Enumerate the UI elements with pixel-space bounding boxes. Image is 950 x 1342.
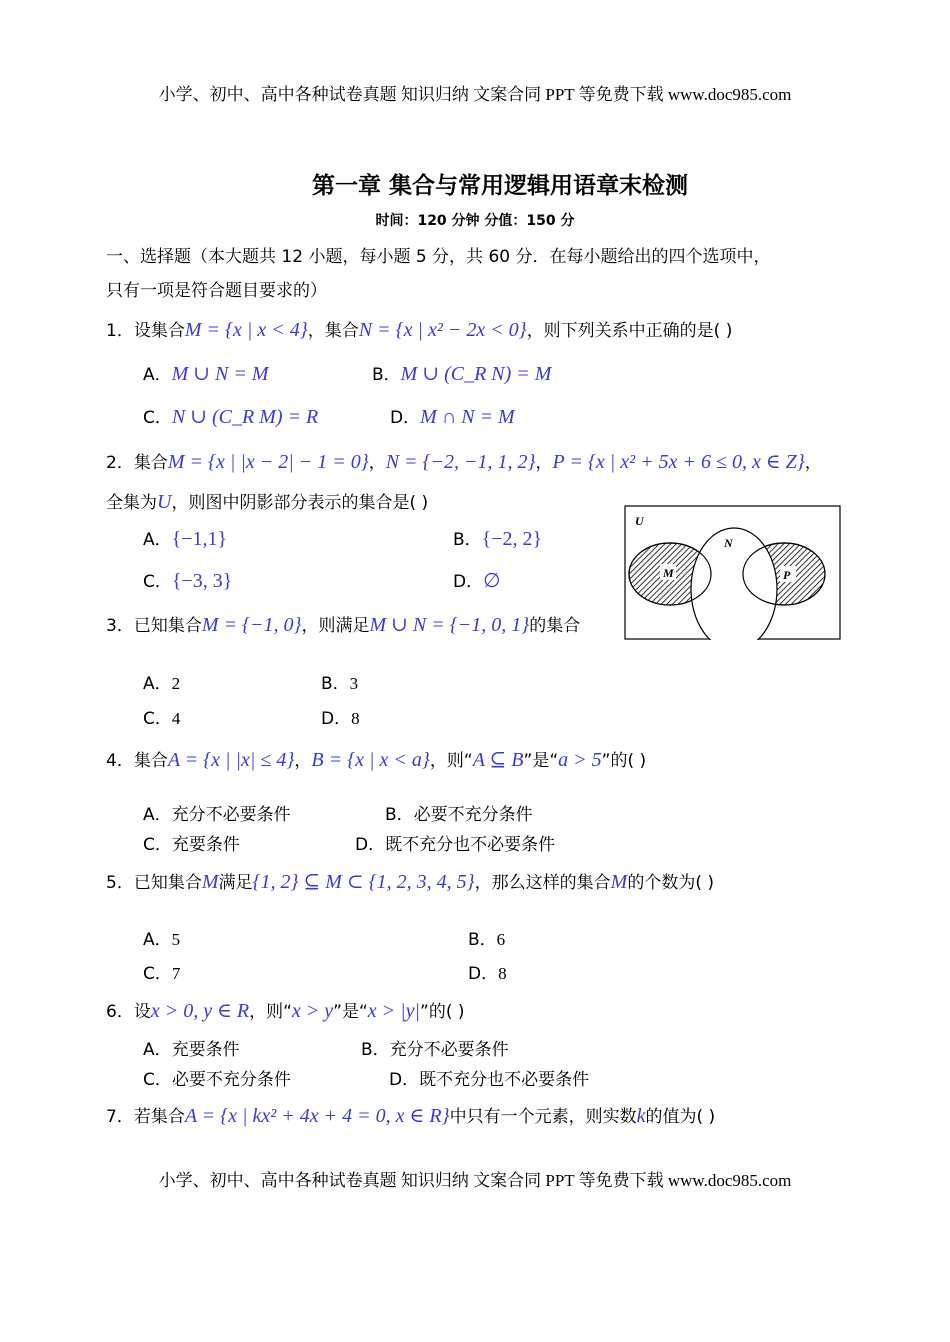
q4-sep: ，: [294, 751, 312, 771]
q2-option-b: [453, 525, 542, 551]
q6-prefix: 6．设: [106, 1002, 151, 1022]
q3-b-label: B．: [321, 674, 350, 694]
q5-b-value: 6: [496, 930, 506, 949]
venn-label-n: N: [724, 536, 733, 550]
q3-c-value: 4: [171, 709, 181, 728]
q5-mid2: ，那么这样的集合: [474, 873, 611, 893]
q4-prefix: 4．集合: [106, 751, 168, 771]
q4-suffix: ”的( ): [601, 751, 647, 771]
q7-math-k: k: [636, 1105, 646, 1127]
q2-math-n: N = {−2, −1, 1, 2}: [385, 451, 536, 473]
q1-d-math: M ∩ N = M: [420, 406, 515, 428]
q2-math-p: P = {x | x² + 5x + 6 ≤ 0, x ∈ Z}: [552, 451, 805, 473]
q3-option-b: [321, 669, 358, 694]
q6-mid1: ，则“: [249, 1002, 292, 1022]
q5-prefix: 5．已知集合: [106, 873, 202, 893]
q7-suffix: 的值为( ): [645, 1107, 716, 1127]
q3-d-label: D．: [321, 709, 352, 729]
venn-label-u: U: [635, 514, 644, 528]
venn-diagram: [624, 505, 841, 640]
q5-option-d: [468, 959, 507, 984]
question-1: [106, 316, 732, 342]
q1-math-n: N = {x | x² − 2x < 0}: [358, 319, 527, 341]
q1-mid: ，集合: [307, 321, 359, 341]
q1-c-label: C．: [143, 408, 172, 428]
q6-math-cond: x > 0, y ∈ R: [150, 1000, 250, 1022]
q2-option-a: [143, 525, 227, 551]
q6-option-c: C．必要不充分条件: [143, 1070, 291, 1090]
q5-mid: 满足: [218, 873, 253, 893]
q7-mid: 中只有一个元素，则实数: [449, 1107, 637, 1127]
q4-mid2: ”是“: [523, 751, 559, 771]
q3-prefix: 3．已知集合: [106, 616, 202, 636]
q3-b-value: 3: [349, 674, 359, 693]
q2-sep1: ，: [368, 453, 386, 473]
q2-c-label: C．: [143, 572, 172, 592]
q5-c-label: C．: [143, 964, 172, 984]
q2-a-label: A．: [143, 530, 172, 550]
q2-d-math: ∅: [483, 570, 501, 592]
question-3: [106, 611, 580, 637]
q2-d-label: D．: [453, 572, 484, 592]
q1-option-d: [390, 403, 515, 429]
q3-math-m: M = {−1, 0}: [201, 614, 302, 636]
page-header: 小学、初中、高中各种试卷真题 知识归纳 文案合同 PPT 等免费下载 www.doc985.com: [158, 85, 792, 104]
q5-a-value: 5: [171, 930, 181, 949]
q5-d-value: 8: [498, 964, 507, 983]
q2-b-label: B．: [453, 530, 482, 550]
q5-a-label: A．: [143, 930, 172, 950]
q1-option-c: [143, 403, 318, 429]
venn-label-p: P: [783, 568, 791, 582]
q1-b-math: M ∪ (C_R N) = M: [400, 363, 552, 385]
q7-prefix: 7．若集合: [106, 1107, 185, 1127]
q2-line2-suffix: ，则图中阴影部分表示的集合是( ): [171, 493, 429, 513]
q5-math-m2: M: [610, 871, 628, 893]
q3-a-value: 2: [171, 674, 181, 693]
section-heading: 一、选择题（本大题共 12 小题，每小题 5 分，共 60 分．在每小题给出的四个选项中，: [106, 247, 771, 267]
q1-math-m: M = {x | x < 4}: [184, 319, 308, 341]
q4-math-a5: a > 5: [558, 749, 602, 771]
venn-label-m: M: [663, 566, 674, 580]
q3-math-union: M ∪ N = {−1, 0, 1}: [369, 614, 530, 636]
q3-suffix: 的集合: [529, 616, 581, 636]
q2-option-d: [453, 567, 501, 593]
q6-option-a: A．充要条件: [143, 1040, 240, 1060]
q6-option-b: B．充分不必要条件: [361, 1040, 509, 1060]
q3-c-label: C．: [143, 709, 172, 729]
q7-math-a: A = {x | kx² + 4x + 4 = 0, x ∈ R}: [184, 1105, 450, 1127]
q5-math-m: M: [201, 871, 219, 893]
q5-math-chain: {1, 2} ⊆ M ⊂ {1, 2, 3, 4, 5}: [252, 871, 475, 893]
q6-math-xabsy: x > |y|: [367, 1000, 421, 1022]
question-5: [106, 868, 714, 894]
q6-option-d: D．既不充分也不必要条件: [389, 1070, 590, 1090]
q2-c-math: {−3, 3}: [171, 570, 233, 592]
q5-option-a: [143, 925, 180, 950]
q3-option-a: [143, 669, 180, 694]
q3-option-d: [321, 704, 360, 729]
page-title: 第一章 集合与常用逻辑用语章末检测: [311, 173, 688, 199]
q2-line2-prefix: 全集为: [106, 493, 157, 513]
q2-sep2: ，: [535, 453, 553, 473]
q2-a-math: {−1,1}: [171, 528, 228, 550]
q5-d-label: D．: [468, 964, 499, 984]
question-6: [106, 997, 465, 1023]
q3-a-label: A．: [143, 674, 172, 694]
q4-option-d: D．既不充分也不必要条件: [355, 835, 556, 855]
q2-math-m: M = {x | |x − 2| − 1 = 0}: [167, 451, 369, 473]
q4-math-subset: A ⊆ B: [472, 749, 524, 771]
q3-d-value: 8: [351, 709, 360, 728]
q6-mid2: ”是“: [333, 1002, 368, 1022]
q4-option-c: C．充要条件: [143, 835, 240, 855]
q2-prefix: 2．集合: [106, 453, 168, 473]
q6-suffix: ”的( ): [420, 1002, 465, 1022]
q1-a-math: M ∪ N = M: [171, 363, 269, 385]
question-4: [106, 746, 646, 772]
q1-option-a: [143, 360, 269, 386]
q4-math-a: A = {x | |x| ≤ 4}: [167, 749, 295, 771]
q2-option-c: [143, 567, 232, 593]
q5-option-b: [468, 925, 505, 950]
q1-b-label: B．: [372, 365, 401, 385]
question-2: [106, 448, 822, 474]
q2-math-u: U: [157, 491, 172, 513]
section-heading-cont: 只有一项是符合题目要求的）: [106, 281, 327, 301]
q5-suffix: 的个数为( ): [627, 873, 715, 893]
q5-option-c: [143, 959, 180, 984]
q5-b-label: B．: [468, 930, 497, 950]
q1-c-math: N ∪ (C_R M) = R: [171, 406, 319, 428]
question-7: [106, 1102, 715, 1128]
q2-b-math: {−2, 2}: [481, 528, 543, 550]
q1-suffix: ，则下列关系中正确的是( ): [526, 321, 733, 341]
q4-math-b: B = {x | x < a}: [311, 749, 430, 771]
q2-sep3: ，: [804, 453, 822, 473]
q4-option-b: B．必要不充分条件: [385, 805, 533, 825]
q3-mid: ，则满足: [301, 616, 370, 636]
page-footer: 小学、初中、高中各种试卷真题 知识归纳 文案合同 PPT 等免费下载 www.doc985.com: [158, 1171, 792, 1190]
q5-c-value: 7: [171, 964, 181, 983]
q6-math-xy: x > y: [291, 1000, 334, 1022]
question-2-cont: [106, 488, 428, 514]
q1-prefix: 1．设集合: [106, 321, 185, 341]
q4-mid1: ，则“: [429, 751, 473, 771]
q3-option-c: [143, 704, 180, 729]
q4-option-a: A．充分不必要条件: [143, 805, 291, 825]
q1-d-label: D．: [390, 408, 421, 428]
q1-a-label: A．: [143, 365, 172, 385]
q1-option-b: [372, 360, 551, 386]
exam-info: 时间：120 分钟 分值：150 分: [375, 213, 575, 229]
